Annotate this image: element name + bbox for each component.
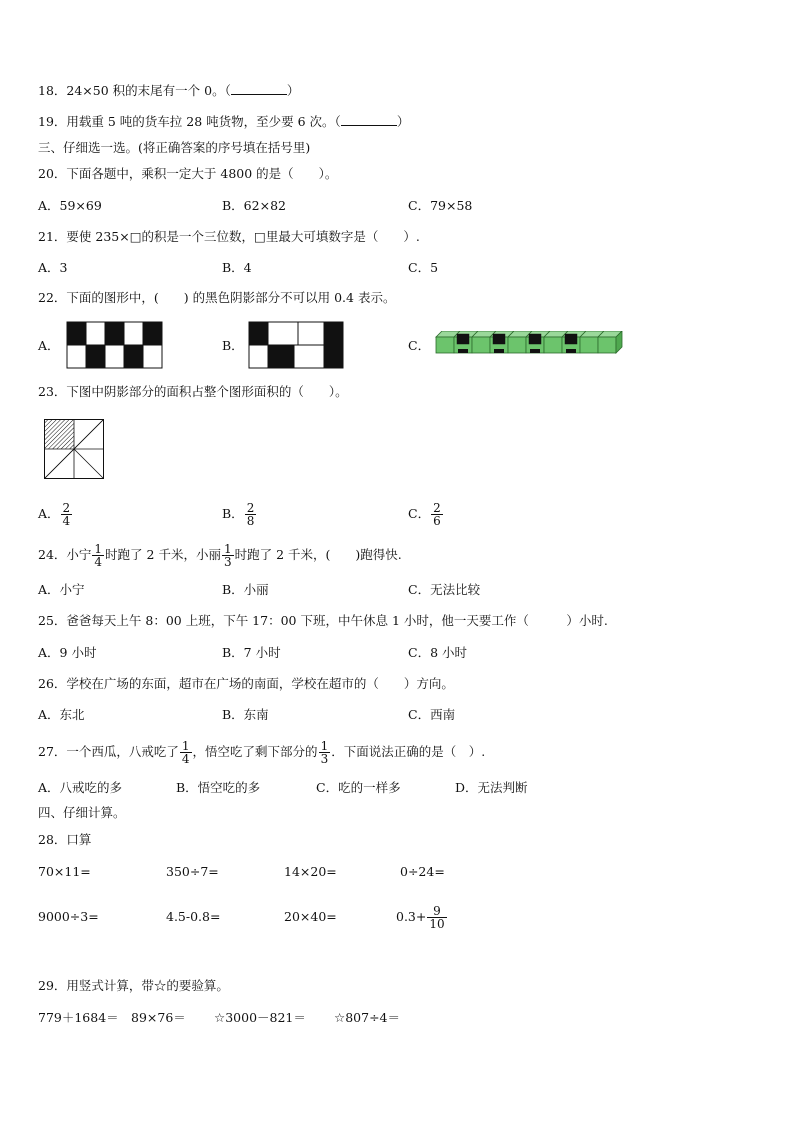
option-a[interactable]: A． — [38, 338, 60, 353]
calc-item: 20×40= — [284, 909, 337, 924]
text-part: 0.3+ — [396, 909, 427, 924]
option-b[interactable]: B．小丽 — [222, 582, 269, 597]
text-part: ，悟空吃了剩下部分的 — [192, 744, 318, 759]
option-c[interactable]: C．无法比较 — [408, 582, 481, 597]
fraction — [61, 502, 73, 527]
grid-cell — [86, 345, 105, 368]
option-b[interactable]: B．4 — [222, 260, 252, 275]
option-d[interactable]: D．无法判断 — [455, 780, 528, 795]
denominator: 10 — [429, 916, 445, 931]
option-a[interactable]: A．9 小时 — [38, 645, 97, 660]
denominator: 8 — [246, 513, 255, 528]
question-24-stem — [38, 540, 402, 570]
calc-item-fraction — [396, 899, 448, 935]
option-a[interactable]: A．小宁 — [38, 582, 85, 597]
denominator: 3 — [320, 751, 329, 766]
cube-face — [598, 337, 616, 353]
grid-cell — [143, 322, 162, 345]
calc-item: 9000÷3= — [38, 909, 99, 924]
option-b[interactable]: B．7 小时 — [222, 645, 281, 660]
numerator: 1 — [94, 541, 103, 556]
fraction — [427, 905, 446, 930]
text-part: 时跑了 2 千米，( )跑得快. — [234, 547, 402, 562]
text-part: 24．小宁 — [38, 547, 92, 562]
grid-figure-a — [66, 321, 164, 369]
cube-strip-figure-c — [434, 331, 626, 361]
option-a[interactable]: A．八戒吃的多 — [38, 780, 123, 795]
shaded-cube — [457, 334, 469, 344]
grid-cell — [249, 322, 268, 345]
option-a[interactable] — [38, 496, 73, 532]
cube-face — [544, 337, 562, 353]
calc-item: 14×20= — [284, 864, 337, 879]
option-a[interactable]: A．东北 — [38, 707, 85, 722]
grid-cell — [124, 345, 143, 368]
grid-figure-b — [248, 321, 344, 369]
answer-blank[interactable] — [341, 114, 397, 126]
option-b[interactable]: B． — [222, 338, 244, 353]
answer-blank[interactable] — [231, 83, 287, 95]
fraction — [222, 543, 234, 568]
shaded-cube — [493, 334, 505, 344]
fraction — [431, 502, 443, 527]
question-19 — [38, 114, 409, 130]
text-part: 27．一个西瓜，八戒吃了 — [38, 744, 179, 759]
denominator: 4 — [62, 513, 71, 528]
calc-item: 70×11= — [38, 864, 91, 879]
option-label: B． — [222, 506, 244, 521]
shaded-cube-base — [458, 349, 468, 353]
option-label: C． — [408, 506, 431, 521]
paren-close: ） — [396, 114, 410, 129]
calc-item: 0÷24= — [400, 864, 445, 879]
question-19-text: 19．用载重 5 吨的货车拉 28 吨货物，至少要 6 次。（ — [38, 114, 341, 129]
question-23-stem: 23．下图中阴影部分的面积占整个图形面积的（ ）。 — [38, 384, 348, 399]
option-c[interactable]: C．西南 — [408, 707, 456, 722]
cube-face — [436, 337, 454, 353]
grid-cell — [294, 345, 324, 368]
question-26-stem: 26．学校在广场的东面，超市在广场的南面，学校在超市的（ ）方向。 — [38, 676, 454, 691]
fraction — [180, 740, 192, 765]
numerator: 2 — [62, 500, 71, 515]
grid-cell — [124, 322, 143, 345]
option-b[interactable] — [222, 496, 257, 532]
grid-cell — [324, 322, 343, 345]
fraction — [92, 543, 104, 568]
calc-item: ☆3000－821＝ — [214, 1010, 306, 1025]
calc-item: 350÷7= — [166, 864, 219, 879]
option-c[interactable]: C．8 小时 — [408, 645, 467, 660]
numerator: 2 — [433, 500, 441, 515]
section-4-heading: 四、仔细计算。 — [38, 805, 126, 820]
paren-close: ） — [286, 83, 300, 98]
grid-cell — [67, 322, 86, 345]
question-20-stem: 20．下面各题中，乘积一定大于 4800 的是（ ）。 — [38, 166, 338, 181]
option-c[interactable]: C．5 — [408, 260, 439, 275]
grid-cell — [268, 345, 294, 368]
option-b[interactable]: B．悟空吃的多 — [176, 780, 261, 795]
numerator: 1 — [223, 541, 232, 556]
grid-cell — [105, 345, 124, 368]
option-label: A． — [38, 506, 60, 521]
denominator: 6 — [433, 513, 441, 528]
option-c[interactable]: C． — [408, 338, 431, 353]
shaded-cube-base — [530, 349, 540, 353]
question-21-stem: 21．要使 235×□的积是一个三位数，□里最大可填数字是（ ）. — [38, 229, 420, 244]
denominator: 4 — [94, 554, 103, 569]
numerator: 1 — [320, 738, 329, 753]
grid-cell — [298, 322, 324, 345]
option-c[interactable] — [408, 496, 444, 532]
calc-item: ☆807÷4＝ — [334, 1010, 400, 1025]
shaded-cube-base — [566, 349, 576, 353]
option-b[interactable]: B．东南 — [222, 707, 269, 722]
calc-item: 4.5-0.8= — [166, 909, 221, 924]
calc-item: 779＋1684＝ — [38, 1010, 119, 1025]
cube-face — [508, 337, 526, 353]
section-3-heading: 三、仔细选一选。(将正确答案的序号填在括号里) — [38, 140, 311, 155]
question-22-stem: 22．下面的图形中，( ) 的黑色阴影部分不可以用 0.4 表示。 — [38, 290, 396, 305]
grid-cell — [67, 345, 86, 368]
text-part: 时跑了 2 千米，小丽 — [105, 547, 221, 562]
cube-face — [472, 337, 490, 353]
numerator: 1 — [181, 738, 190, 753]
fraction — [319, 740, 331, 765]
text-part: ．下面说法正确的是（ ）. — [331, 744, 486, 759]
fraction — [245, 502, 257, 527]
option-b[interactable]: B．62×82 — [222, 198, 286, 213]
option-c[interactable]: C．79×58 — [408, 198, 473, 213]
question-29-title: 29．用竖式计算，带☆的要验算。 — [38, 978, 229, 993]
question-18 — [38, 83, 299, 99]
numerator: 9 — [433, 903, 441, 918]
grid-cell — [86, 322, 105, 345]
denominator: 4 — [181, 751, 190, 766]
option-a[interactable]: A．3 — [38, 260, 68, 275]
question-25-stem: 25．爸爸每天上午 8：00 上班，下午 17：00 下班，中午休息 1 小时，他一天要工作（ ）小时. — [38, 613, 608, 628]
grid-cell — [268, 322, 298, 345]
square-figure — [44, 419, 104, 479]
cube-face — [580, 337, 598, 353]
shaded-cube-base — [494, 349, 504, 353]
calc-item: 89×76＝ — [131, 1010, 186, 1025]
option-a[interactable]: A．59×69 — [38, 198, 102, 213]
shaded-cube — [529, 334, 541, 344]
shaded-cube — [565, 334, 577, 344]
grid-cell — [143, 345, 162, 368]
question-18-text: 18．24×50 积的末尾有一个 0。（ — [38, 83, 231, 98]
option-c[interactable]: C．吃的一样多 — [316, 780, 401, 795]
grid-cell — [105, 322, 124, 345]
numerator: 2 — [246, 500, 255, 515]
grid-cell — [249, 345, 268, 368]
grid-cell — [324, 345, 343, 368]
denominator: 3 — [223, 554, 232, 569]
question-28-title: 28．口算 — [38, 832, 92, 847]
question-27-stem — [38, 735, 485, 769]
